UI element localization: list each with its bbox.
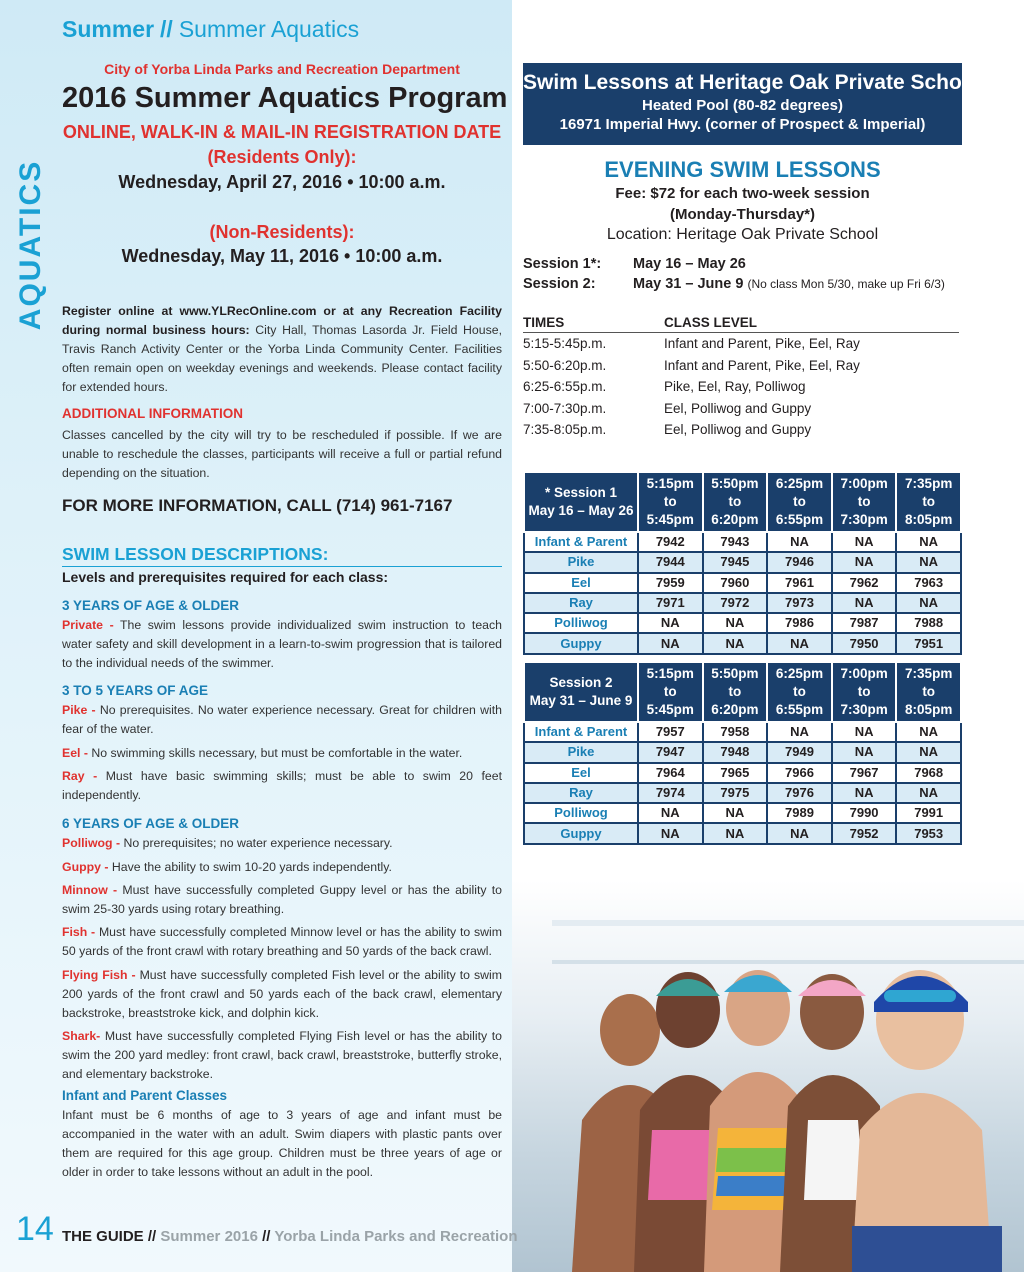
schedule-course-code: 7976: [767, 783, 832, 803]
flyingfish-lead: Flying Fish -: [62, 968, 136, 982]
schedule-course-code: 7959: [638, 573, 703, 593]
schedule-course-code: 7975: [703, 783, 768, 803]
descriptions-subheading: Levels and prerequisites required for each class:: [62, 569, 389, 585]
schedule-time-start: 5:50pm to: [711, 476, 759, 509]
schedule-class-level: Ray: [524, 593, 638, 613]
schedule-course-code: 7945: [703, 552, 768, 572]
schedule-row: [524, 532, 961, 552]
schedule-session-header: [524, 472, 638, 532]
schedule-row: [524, 803, 961, 823]
guppy-text: Have the ability to swim 10-20 yards independently.: [111, 860, 392, 874]
descriptions-heading: SWIM LESSON DESCRIPTIONS:: [62, 544, 502, 567]
schedule-time-header: [638, 662, 703, 722]
schedule-course-code: 7951: [896, 633, 961, 653]
schedule-session-header: [524, 662, 638, 722]
minnow-desc: [62, 881, 502, 919]
schedule-course-code: 7942: [638, 532, 703, 552]
flyingfish-desc: [62, 966, 502, 1023]
schedule-course-code: 7966: [767, 763, 832, 783]
private-text: The swim lessons provide individualized swim instruction to teach water safety and skill development in a learn-to-swim progression that is tailored to the individual needs of the swimmer.: [62, 618, 502, 670]
register-paragraph: [62, 302, 502, 397]
times-cell: 7:00-7:30p.m.: [523, 400, 607, 416]
schedule-class-level: Polliwog: [524, 803, 638, 823]
polliwog-lead: Polliwog -: [62, 836, 121, 850]
times-cell: Eel, Polliwog and Guppy: [664, 422, 812, 437]
schedule-course-code: 7973: [767, 593, 832, 613]
schedule-course-code: 7972: [703, 593, 768, 613]
schedule-course-code: 7965: [703, 763, 768, 783]
schedule-course-code: 7964: [638, 763, 703, 783]
session-2-label: Session 2:: [523, 276, 596, 292]
schedule-course-code: 7971: [638, 593, 703, 613]
schedule-time-header: [832, 662, 897, 722]
schedule-time-header: [832, 472, 897, 532]
register-lead: Register online at www.YLRecOnline.com or at any Recreation Facility during normal business hours:: [62, 304, 502, 337]
fish-text: Must have successfully completed Minnow level or has the ability to swim 50 yards of the front crawl with rotary breathing and 50 yards of the back crawl.: [62, 925, 502, 958]
schedule-time-header: [896, 662, 961, 722]
times-cell: 7:35-8:05p.m.: [523, 422, 607, 437]
schedule-course-code: 7947: [638, 742, 703, 762]
schedule-time-start: 6:25pm to: [775, 666, 824, 699]
additional-heading: ADDITIONAL INFORMATION: [62, 406, 243, 421]
schedule-course-code: NA: [703, 633, 768, 653]
footer-org: Yorba Linda Parks and Recreation: [274, 1228, 518, 1245]
schedule-time-end: 7:30pm: [840, 512, 888, 527]
schedule-time-header: [767, 472, 832, 532]
schedule-course-code: 7974: [638, 783, 703, 803]
schedule-time-end: 5:45pm: [646, 512, 694, 527]
schedule-course-code: NA: [832, 783, 897, 803]
schedule-header-row: [524, 662, 961, 722]
schedule-time-start: 6:25pm to: [775, 476, 824, 509]
schedule-course-code: NA: [638, 803, 703, 823]
schedule-class-level: Ray: [524, 783, 638, 803]
header-separator: //: [160, 16, 173, 42]
schedule-row: [524, 552, 961, 572]
times-cell: 6:25-6:55p.m.: [523, 379, 607, 394]
flyingfish-text: Must have successfully completed Fish level or the ability to swim 200 yards of the front crawl and 50 yards each of the back crawl, elementary backstroke, breaststroke kick, and dolphin kick.: [62, 968, 503, 1020]
times-row: [523, 355, 959, 377]
times-row: [523, 398, 959, 420]
schedule-class-level: Pike: [524, 742, 638, 762]
schedule-course-code: NA: [832, 532, 897, 552]
schedule-course-code: 7989: [767, 803, 832, 823]
schedule-time-end: 6:20pm: [711, 512, 759, 527]
pike-desc: [62, 701, 502, 739]
minnow-text: Must have successfully completed Guppy level or has the ability to swim 25-30 yards using rotary breathing.: [62, 883, 502, 916]
schedule-course-code: 7991: [896, 803, 961, 823]
schedule-course-code: 7962: [832, 573, 897, 593]
session-1-dates: May 16 – May 26: [633, 256, 746, 272]
infant-heading: Infant and Parent Classes: [62, 1088, 228, 1103]
ray-text: Must have basic swimming skills; must be able to swim 20 feet independently.: [62, 769, 503, 802]
schedule-class-level: Polliwog: [524, 613, 638, 633]
session-1-schedule-table: [523, 471, 962, 655]
schedule-course-code: 7963: [896, 573, 961, 593]
schedule-session-dates: May 16 – May 26: [528, 503, 634, 518]
footer-separator: //: [147, 1228, 157, 1245]
schedule-course-code: 7952: [832, 823, 897, 843]
eel-lead: Eel -: [62, 746, 88, 760]
schedule-time-end: 7:30pm: [840, 702, 888, 717]
schedule-time-header: [896, 472, 961, 532]
schedule-course-code: NA: [832, 552, 897, 572]
schedule-time-header: [703, 662, 768, 722]
schedule-course-code: 7949: [767, 742, 832, 762]
schedule-course-code: NA: [767, 532, 832, 552]
session-2-line: [523, 276, 945, 292]
banner-pool: Heated Pool (80-82 degrees): [642, 97, 843, 114]
schedule-course-code: NA: [832, 742, 897, 762]
schedule-time-end: 6:55pm: [775, 512, 824, 527]
schedule-header-row: [524, 472, 961, 532]
pike-text: No prerequisites. No water experience necessary. Great for children with fear of the water.: [62, 703, 502, 736]
schedule-course-code: NA: [767, 722, 832, 742]
page-footer: [62, 1228, 518, 1245]
schedule-course-code: 7960: [703, 573, 768, 593]
evening-fee: Fee: $72 for each two-week session: [615, 185, 870, 202]
pike-lead: Pike -: [62, 703, 96, 717]
fish-desc: [62, 923, 502, 961]
shark-desc: [62, 1027, 502, 1084]
schedule-course-code: 7948: [703, 742, 768, 762]
schedule-time-end: 6:20pm: [711, 702, 759, 717]
schedule-class-level: Infant & Parent: [524, 532, 638, 552]
footer-season: Summer 2016: [160, 1228, 258, 1245]
schedule-class-level: Infant & Parent: [524, 722, 638, 742]
dept-name: City of Yorba Linda Parks and Recreation Department: [104, 61, 460, 77]
schedule-course-code: 7957: [638, 722, 703, 742]
private-lead: Private -: [62, 618, 114, 632]
schedule-course-code: 7953: [896, 823, 961, 843]
polliwog-desc: [62, 834, 502, 853]
schedule-course-code: NA: [767, 633, 832, 653]
schedule-row: [524, 742, 961, 762]
schedule-course-code: 7943: [703, 532, 768, 552]
schedule-time-start: 5:15pm to: [646, 666, 694, 699]
guppy-desc: [62, 858, 502, 877]
register-text: City Hall, Thomas Lasorda Jr. Field House, Travis Ranch Activity Center or the Yorba Linda Community Center. Facilities often remain open on weekday evenings and weekends. Please contact facility for extended hours.: [62, 323, 502, 394]
schedule-time-start: 7:35pm to: [905, 666, 953, 699]
schedule-course-code: NA: [896, 532, 961, 552]
times-header: [523, 315, 959, 333]
eel-text: No swimming skills necessary, but must be comfortable in the water.: [91, 746, 463, 760]
schedule-course-code: NA: [638, 633, 703, 653]
schedule-course-code: 7967: [832, 763, 897, 783]
schedule-class-level: Guppy: [524, 823, 638, 843]
banner-title: Swim Lessons at Heritage Oak Private School: [523, 71, 981, 94]
residents-label: (Residents Only):: [207, 147, 357, 167]
schedule-time-end: 5:45pm: [646, 702, 694, 717]
schedule-course-code: NA: [703, 613, 768, 633]
times-row: [523, 333, 959, 355]
schedule-time-start: 7:00pm to: [840, 476, 888, 509]
schedule-session-title: Session 2: [549, 675, 613, 690]
schedule-class-level: Guppy: [524, 633, 638, 653]
additional-text: Classes cancelled by the city will try to be rescheduled if possible. If we are unable to reschedule the classes, participants will receive a full or partial refund depending on the situation.: [62, 428, 502, 480]
schedule-course-code: 7988: [896, 613, 961, 633]
schedule-class-level: Pike: [524, 552, 638, 572]
registration-line: ONLINE, WALK-IN & MAIL-IN REGISTRATION DATE: [62, 122, 502, 142]
evening-days: (Monday-Thursday*): [669, 206, 815, 223]
residents-date: Wednesday, April 27, 2016 • 10:00 a.m.: [118, 172, 446, 192]
times-row: [523, 376, 959, 398]
schedule-course-code: NA: [832, 593, 897, 613]
location-banner: [523, 63, 981, 145]
schedule-course-code: 7946: [767, 552, 832, 572]
group-heading-6-plus: 6 YEARS OF AGE & OLDER: [62, 816, 240, 831]
evening-title: EVENING SWIM LESSONS: [604, 157, 881, 182]
schedule-time-header: [638, 472, 703, 532]
eel-desc: [62, 744, 502, 763]
times-header-time: TIMES: [523, 315, 565, 330]
page-number: 14: [16, 1210, 54, 1248]
schedule-row: [524, 722, 961, 742]
schedule-time-end: 6:55pm: [775, 702, 824, 717]
schedule-course-code: NA: [896, 742, 961, 762]
page-title: 2016 Summer Aquatics Program: [62, 82, 508, 114]
evening-location: Location: Heritage Oak Private School: [606, 226, 879, 243]
banner-address: 16971 Imperial Hwy. (corner of Prospect & Imperial): [559, 116, 926, 133]
schedule-class-level: Eel: [524, 763, 638, 783]
schedule-time-header: [767, 662, 832, 722]
header-section: Summer: [62, 16, 155, 42]
session-2-note: (No class Mon 5/30, make up Fri 6/3): [747, 277, 945, 291]
schedule-row: [524, 613, 961, 633]
times-cell: 5:50-6:20p.m.: [523, 357, 607, 373]
session-2-dates: May 31 – June 9: [633, 276, 744, 292]
shark-text: Must have successfully completed Flying Fish level or has the ability to swim the 200 yard medley: front crawl, back crawl, breaststroke, butterfly stroke, and elementary backstroke.: [62, 1029, 502, 1081]
schedule-course-code: 7958: [703, 722, 768, 742]
session-2-schedule-table: [523, 661, 962, 845]
photo-illustration: [512, 880, 1024, 1272]
side-tab: [14, 160, 48, 330]
ray-lead: Ray -: [62, 769, 98, 783]
footer-guide: THE GUIDE: [62, 1228, 144, 1245]
schedule-time-start: 5:50pm to: [711, 666, 759, 699]
group-heading-3-to-5: 3 TO 5 YEARS OF AGE: [62, 683, 209, 698]
shark-lead: Shark-: [62, 1029, 101, 1043]
schedule-course-code: NA: [703, 823, 768, 843]
schedule-course-code: 7990: [832, 803, 897, 823]
schedule-course-code: NA: [896, 593, 961, 613]
schedule-row: [524, 593, 961, 613]
times-cell: 5:15-5:45p.m.: [523, 336, 607, 351]
schedule-time-end: 8:05pm: [905, 702, 953, 717]
schedule-course-code: 7950: [832, 633, 897, 653]
times-cell: Infant and Parent, Pike, Eel, Ray: [664, 336, 860, 351]
schedule-course-code: 7961: [767, 573, 832, 593]
schedule-time-header: [703, 472, 768, 532]
schedule-row: [524, 783, 961, 803]
nonresidents-label: (Non-Residents):: [209, 222, 355, 242]
schedule-row: [524, 633, 961, 653]
schedule-course-code: 7968: [896, 763, 961, 783]
schedule-row: [524, 573, 961, 593]
schedule-time-end: 8:05pm: [905, 512, 953, 527]
schedule-session-dates: May 31 – June 9: [529, 693, 633, 708]
schedule-course-code: 7986: [767, 613, 832, 633]
times-cell: Pike, Eel, Ray, Polliwog: [664, 379, 806, 394]
schedule-course-code: NA: [767, 823, 832, 843]
schedule-course-code: NA: [896, 783, 961, 803]
private-desc: [62, 616, 502, 673]
times-row: [523, 419, 959, 441]
infant-text: Infant must be 6 months of age to 3 years of age and infant must be accompanied in the water with an adult. Swim diapers with plastic pants over them are required for this age group. Children must be three years of age or older in order to take lessons without an adult in the pool.: [62, 1108, 502, 1179]
polliwog-text: No prerequisites; no water experience necessary.: [123, 836, 393, 850]
session-1-line: [523, 256, 746, 272]
fish-lead: Fish -: [62, 925, 96, 939]
schedule-time-start: 7:35pm to: [905, 476, 953, 509]
side-tab-label: AQUATICS: [14, 159, 47, 331]
minnow-lead: Minnow -: [62, 883, 118, 897]
footer-separator: //: [262, 1228, 271, 1245]
schedule-session-title: * Session 1: [544, 485, 618, 500]
guppy-lead: Guppy -: [62, 860, 109, 874]
times-header-level: CLASS LEVEL: [664, 315, 758, 330]
kids-pool-photo: [512, 880, 1024, 1272]
session-1-label: Session 1*:: [523, 256, 602, 272]
schedule-course-code: NA: [832, 722, 897, 742]
schedule-course-code: 7987: [832, 613, 897, 633]
schedule-row: [524, 763, 961, 783]
page-header: [62, 16, 359, 43]
group-heading-3-plus: 3 YEARS OF AGE & OLDER: [62, 598, 240, 613]
schedule-class-level: Eel: [524, 573, 638, 593]
times-cell: Eel, Polliwog and Guppy: [664, 400, 812, 416]
schedule-row: [524, 823, 961, 843]
schedule-course-code: NA: [703, 803, 768, 823]
times-cell: Infant and Parent, Pike, Eel, Ray: [664, 357, 860, 373]
schedule-course-code: NA: [896, 722, 961, 742]
nonresidents-date: Wednesday, May 11, 2016 • 10:00 a.m.: [121, 246, 443, 266]
schedule-time-start: 7:00pm to: [840, 666, 888, 699]
header-subsection: Summer Aquatics: [178, 16, 360, 42]
schedule-course-code: NA: [638, 613, 703, 633]
ray-desc: [62, 767, 502, 805]
schedule-course-code: 7944: [638, 552, 703, 572]
times-table: [523, 315, 959, 441]
more-info-line: FOR MORE INFORMATION, CALL (714) 961-7167: [62, 496, 453, 515]
schedule-course-code: NA: [896, 552, 961, 572]
schedule-course-code: NA: [638, 823, 703, 843]
schedule-time-start: 5:15pm to: [646, 476, 694, 509]
